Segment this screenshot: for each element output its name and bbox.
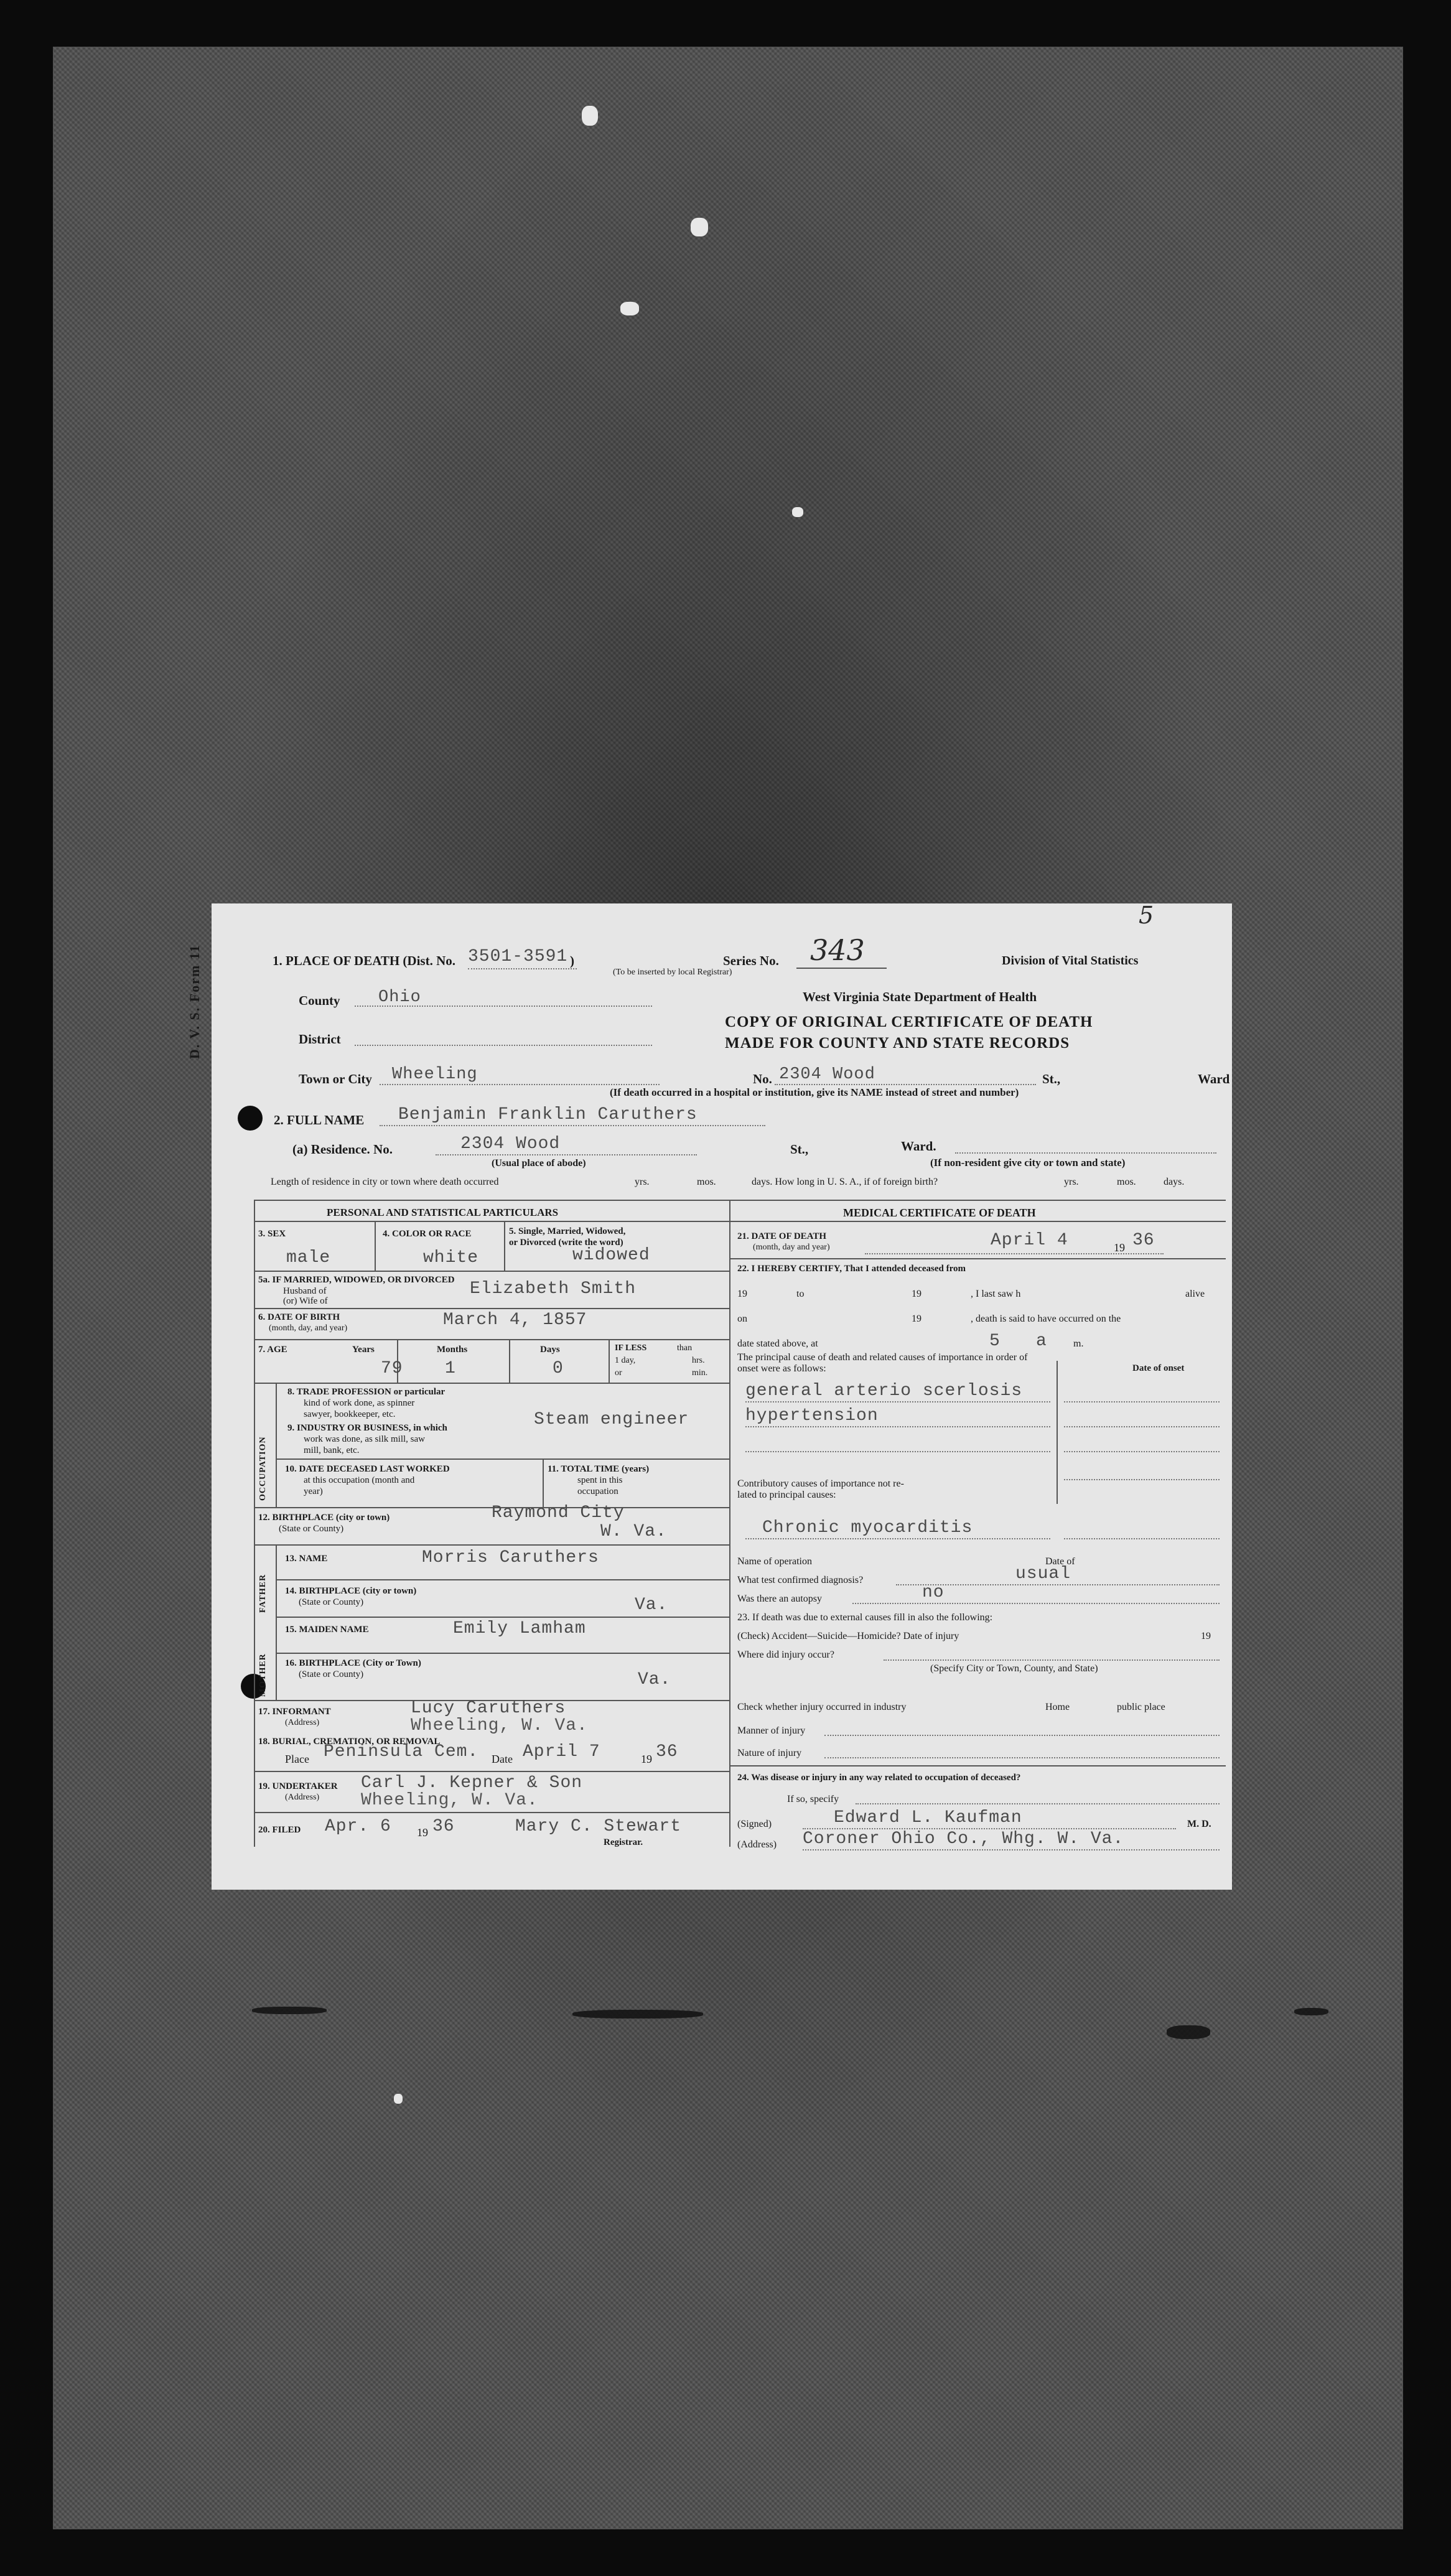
street-label: St.,: [1042, 1071, 1061, 1086]
dob-label-2: (month, day, and year): [269, 1323, 348, 1333]
signer-address-label: (Address): [737, 1839, 777, 1850]
registrar-name: Mary C. Stewart: [515, 1817, 682, 1836]
rule: [276, 1458, 729, 1460]
min-label: min.: [692, 1368, 708, 1378]
cause-2: hypertension: [745, 1406, 879, 1426]
page-number: 5: [1139, 902, 1154, 929]
residence-ward: Ward.: [901, 1139, 936, 1154]
rule: [796, 968, 887, 969]
item1-label: 1. PLACE OF DEATH (Dist. No.: [273, 953, 455, 968]
age-months-value: 1: [445, 1359, 456, 1378]
death-date: April 4: [991, 1231, 1068, 1250]
rule: [745, 1451, 1050, 1452]
filed-date: Apr. 6: [325, 1817, 391, 1836]
rule: [884, 1659, 1220, 1661]
cert-19c: 19: [912, 1314, 921, 1324]
dept-label: West Virginia State Department of Health: [803, 989, 1037, 1004]
cell-divider: [504, 1221, 505, 1271]
age-label: 7. AGE: [258, 1345, 287, 1355]
or-label: or: [615, 1368, 622, 1378]
spouse-label-2: Husband of: [283, 1286, 327, 1296]
filed-label: 20. FILED: [258, 1825, 301, 1835]
mos-label: mos.: [697, 1177, 716, 1187]
county-label: County: [299, 993, 340, 1008]
rule: [824, 1735, 1220, 1736]
series-label: Series No.: [723, 953, 779, 968]
spouse-label-3: (or) Wife of: [283, 1296, 328, 1306]
medical-header: MEDICAL CERTIFICATE OF DEATH: [843, 1206, 1036, 1219]
rule: [436, 1154, 697, 1155]
cell-divider: [1057, 1361, 1058, 1504]
cell-divider: [276, 1383, 277, 1507]
burial-date-label: Date: [492, 1753, 513, 1765]
filed-19: 19: [417, 1826, 428, 1839]
cert-to: to: [796, 1289, 805, 1299]
rule: [745, 1538, 1050, 1539]
undertaker-address: Wheeling, W. Va.: [361, 1791, 538, 1810]
signed-label: (Signed): [737, 1819, 772, 1829]
days-label: Days: [540, 1345, 560, 1355]
form-side-label: D. V. S. Form 11: [187, 944, 202, 1059]
signer-address: Coroner Ohio Co., Whg. W. Va.: [803, 1829, 1124, 1849]
rule: [254, 1271, 729, 1272]
cert-date-stated: date stated above, at: [737, 1338, 818, 1349]
yrs-label: yrs.: [635, 1177, 650, 1187]
occupation-value: Steam engineer: [534, 1410, 689, 1429]
residence-label: (a) Residence. No.: [292, 1142, 393, 1157]
contrib-label-2: lated to principal causes:: [737, 1490, 836, 1500]
test-value: usual: [1015, 1564, 1071, 1584]
film-mark: [1167, 2025, 1210, 2039]
accident-19: 19: [1201, 1631, 1211, 1641]
rule: [896, 1584, 1220, 1585]
undertaker-name: Carl J. Kepner & Son: [361, 1773, 583, 1793]
occupation-side-label: OCCUPATION: [258, 1436, 268, 1501]
rule: [775, 1084, 1036, 1085]
age-days-value: 0: [553, 1359, 564, 1378]
cert-m: m.: [1073, 1338, 1084, 1349]
operation-label: Name of operation: [737, 1556, 812, 1567]
death-year: 36: [1132, 1231, 1155, 1250]
death-date-label: 21. DATE OF DEATH: [737, 1231, 827, 1241]
industry-label-3: mill, bank, etc.: [304, 1445, 360, 1455]
burial-place: Peninsula Cem.: [324, 1742, 479, 1762]
father-name: Morris Caruthers: [422, 1548, 599, 1567]
external-label: 23. If death was due to external causes fill in also the following:: [737, 1612, 993, 1623]
md-label: M. D.: [1187, 1819, 1211, 1829]
occupation-question: 24. Was disease or injury in any way related to occupation of deceased?: [737, 1773, 1021, 1783]
cause-1: general arterio scerlosis: [745, 1381, 1023, 1401]
us-mos-label: mos.: [1117, 1177, 1136, 1187]
filed-year: 36: [432, 1817, 455, 1836]
district-note: (To be inserted by local Registrar): [613, 968, 732, 977]
nature-label: Nature of injury: [737, 1748, 802, 1758]
punch-hole: [238, 1106, 263, 1131]
item2-label: 2. FULL NAME: [274, 1113, 365, 1127]
cert-hour: 5: [989, 1332, 1001, 1351]
series-number: 343: [810, 933, 865, 967]
rule: [254, 1200, 1226, 1201]
personal-header: PERSONAL AND STATISTICAL PARTICULARS: [327, 1206, 559, 1218]
informant-name: Lucy Caruthers: [411, 1699, 566, 1718]
manner-label: Manner of injury: [737, 1725, 806, 1736]
full-name: Benjamin Franklin Caruthers: [398, 1105, 698, 1124]
cause-intro-2: onset were as follows:: [737, 1363, 826, 1374]
months-label: Months: [437, 1345, 468, 1355]
father-name-label: 13. NAME: [285, 1554, 328, 1564]
total-time-label: 11. TOTAL TIME (years): [548, 1464, 650, 1474]
column-divider: [729, 1200, 730, 1847]
informant-label: 17. INFORMANT: [258, 1707, 331, 1717]
mother-name: Emily Lamham: [453, 1619, 586, 1638]
spouse-label: 5a. IF MARRIED, WIDOWED, OR DIVORCED: [258, 1275, 455, 1285]
burial-place-label: Place: [285, 1753, 309, 1765]
birthplace-label: 12. BIRTHPLACE (city or town): [258, 1513, 390, 1523]
mother-name-label: 15. MAIDEN NAME: [285, 1625, 369, 1635]
district-number: 3501-3591: [468, 947, 568, 966]
rule: [1064, 1401, 1220, 1402]
autopsy-label: Was there an autopsy: [737, 1594, 822, 1604]
rule: [355, 1045, 652, 1046]
abode-note: (Usual place of abode): [492, 1158, 586, 1169]
rule: [1064, 1479, 1220, 1480]
spouse-value: Elizabeth Smith: [470, 1279, 637, 1299]
contrib-cause: Chronic myocarditis: [762, 1518, 973, 1538]
registrar-label: Registrar.: [604, 1837, 643, 1847]
cell-divider: [375, 1221, 376, 1271]
street-no-label: No.: [753, 1071, 772, 1086]
rule: [254, 1771, 729, 1772]
trade-label-3: sawyer, bookkeeper, etc.: [304, 1409, 396, 1419]
dust-speck: [620, 302, 639, 315]
column-divider: [254, 1200, 255, 1847]
rule: [745, 1426, 1050, 1427]
cell-divider: [609, 1339, 610, 1383]
industry-label: 9. INDUSTRY OR BUSINESS, in which: [287, 1423, 447, 1433]
birthplace-label-2: (State or County): [279, 1524, 344, 1534]
rule: [254, 1221, 1226, 1222]
division-label: Division of Vital Statistics: [1002, 954, 1139, 968]
undertaker-address-label: (Address): [285, 1793, 320, 1802]
accident-label: (Check) Accident—Suicide—Homicide? Date of injury: [737, 1631, 959, 1641]
sex-label: 3. SEX: [258, 1229, 286, 1239]
certify-label: 22. I HEREBY CERTIFY, That I attended deceased from: [737, 1264, 966, 1274]
district-close: ): [570, 953, 574, 968]
rule: [380, 1084, 660, 1085]
last-worked-label: 10. DATE DECEASED LAST WORKED: [285, 1464, 450, 1474]
rule: [745, 1401, 1050, 1402]
rule: [865, 1253, 1164, 1254]
street-no-value: 2304 Wood: [779, 1065, 875, 1084]
last-worked-label-2: at this occupation (month and: [304, 1475, 415, 1485]
length-residence-label: Length of residence in city or town where death occurred: [271, 1177, 499, 1187]
rule: [729, 1258, 1226, 1259]
residence-value: 2304 Wood: [460, 1134, 561, 1154]
less-label: IF LESS: [615, 1343, 647, 1353]
marital-value: widowed: [572, 1246, 650, 1265]
rule: [276, 1617, 729, 1618]
copy-heading: COPY OF ORIGINAL CERTIFICATE OF DEATH: [725, 1014, 1093, 1030]
nonresident-note: (If non-resident give city or town and state): [930, 1157, 1126, 1169]
made-heading: MADE FOR COUNTY AND STATE RECORDS: [725, 1035, 1070, 1052]
film-mark: [572, 2010, 703, 2018]
dust-speck: [394, 2094, 403, 2104]
operation-date-label: Date of: [1045, 1556, 1075, 1567]
total-time-label-3: occupation: [577, 1486, 618, 1496]
rule: [254, 1383, 729, 1384]
test-label: What test confirmed diagnosis?: [737, 1575, 864, 1585]
film-mark: [1294, 2008, 1328, 2015]
cert-last-saw: , I last saw h: [971, 1289, 1021, 1299]
cert-on: on: [737, 1314, 747, 1324]
county-value: Ohio: [378, 988, 421, 1007]
rule: [254, 1308, 729, 1309]
color-value: white: [423, 1248, 479, 1267]
if-so-label: If so, specify: [787, 1794, 839, 1804]
rule: [1064, 1538, 1220, 1539]
rule: [852, 1603, 1220, 1604]
mother-side-label: MOTHER: [258, 1653, 268, 1697]
trade-label: 8. TRADE PROFESSION or particular: [287, 1387, 446, 1397]
marital-label-2: or Divorced (write the word): [509, 1238, 623, 1248]
us-yrs-label: yrs.: [1064, 1177, 1079, 1187]
contrib-label: Contributory causes of importance not re-: [737, 1478, 904, 1489]
marital-label: 5. Single, Married, Widowed,: [509, 1226, 626, 1236]
burial-date: April 7: [523, 1742, 600, 1762]
last-worked-label-3: year): [304, 1486, 323, 1496]
rule: [276, 1653, 729, 1654]
cell-divider: [276, 1544, 277, 1700]
trade-label-2: kind of work done, as spinner: [304, 1398, 415, 1408]
where-note: (Specify City or Town, County, and State): [930, 1663, 1098, 1674]
rule: [254, 1544, 729, 1546]
hospital-note: (If death occurred in a hospital or institution, give its NAME instead of street and number): [610, 1086, 1019, 1098]
than-label: than: [677, 1343, 693, 1353]
residence-street: St.,: [790, 1142, 809, 1157]
death-certificate: [187, 902, 1232, 1890]
signed-name: Edward L. Kaufman: [834, 1808, 1022, 1827]
death-19: 19: [1114, 1241, 1125, 1254]
burial-label: 18. BURIAL, CREMATION, OR REMOVAL: [258, 1737, 441, 1747]
birthplace-state: W. Va.: [600, 1522, 667, 1541]
rule: [468, 968, 577, 969]
industry-check-label: Check whether injury occurred in industry: [737, 1702, 907, 1712]
father-birthplace: Va.: [635, 1595, 668, 1615]
rule: [254, 1812, 729, 1813]
mother-birthplace-label-2: (State or County): [299, 1669, 364, 1679]
father-birthplace-label: 14. BIRTHPLACE (city or town): [285, 1586, 417, 1596]
town-label: Town or City: [299, 1071, 372, 1086]
dob-label: 6. DATE OF BIRTH: [258, 1312, 340, 1322]
one-day-label: 1 day,: [615, 1356, 636, 1365]
dust-speck: [582, 106, 598, 126]
rule: [1064, 1451, 1220, 1452]
where-injury-label: Where did injury occur?: [737, 1650, 834, 1660]
mother-birthplace: Va.: [638, 1670, 671, 1689]
informant-address-label: (Address): [285, 1718, 320, 1727]
industry-label-2: work was done, as silk mill, saw: [304, 1434, 425, 1444]
date-onset-label: Date of onset: [1132, 1363, 1185, 1373]
rule: [1064, 1426, 1220, 1427]
autopsy-value: no: [922, 1583, 945, 1602]
cert-19b: 19: [912, 1289, 921, 1299]
dust-speck: [691, 218, 708, 236]
burial-19: 19: [641, 1753, 652, 1765]
sex-value: male: [286, 1248, 331, 1267]
town-value: Wheeling: [392, 1065, 478, 1084]
dob-value: March 4, 1857: [443, 1310, 587, 1330]
cert-19a: 19: [737, 1289, 747, 1299]
district-label: District: [299, 1032, 341, 1047]
rule: [276, 1579, 729, 1580]
age-years-value: 79: [381, 1359, 403, 1378]
rule: [856, 1803, 1220, 1804]
rule: [380, 1125, 765, 1126]
birthplace-city: Raymond City: [492, 1503, 625, 1523]
film-mark: [252, 2007, 327, 2014]
informant-address: Wheeling, W. Va.: [411, 1716, 588, 1735]
cell-divider: [509, 1339, 510, 1383]
cell-divider: [543, 1458, 544, 1507]
mother-birthplace-label: 16. BIRTHPLACE (City or Town): [285, 1658, 421, 1668]
cert-ampm: a: [1036, 1332, 1047, 1351]
dust-speck: [792, 507, 803, 517]
rule: [355, 1006, 652, 1007]
public-place-label: public place: [1117, 1702, 1165, 1712]
total-time-label-2: spent in this: [577, 1475, 623, 1485]
cause-intro: The principal cause of death and related causes of importance in order of: [737, 1352, 1028, 1363]
years-label: Years: [352, 1345, 375, 1355]
cert-alive: alive: [1185, 1289, 1205, 1299]
hrs-label: hrs.: [692, 1356, 705, 1365]
father-side-label: FATHER: [258, 1574, 268, 1613]
how-long-label: days. How long in U. S. A., if of foreign birth?: [752, 1177, 938, 1187]
rule: [824, 1757, 1220, 1758]
father-birthplace-label-2: (State or County): [299, 1597, 364, 1607]
rule: [955, 1152, 1216, 1154]
cert-death-said: , death is said to have occurred on the: [971, 1314, 1121, 1324]
us-days-label: days.: [1164, 1177, 1185, 1187]
rule: [254, 1339, 729, 1340]
rule: [803, 1849, 1220, 1850]
burial-year: 36: [656, 1742, 678, 1762]
undertaker-label: 19. UNDERTAKER: [258, 1781, 338, 1791]
rule: [729, 1765, 1226, 1766]
home-label: Home: [1045, 1702, 1070, 1712]
ward-label: Ward: [1198, 1071, 1230, 1086]
color-label: 4. COLOR OR RACE: [383, 1229, 472, 1239]
death-date-label-2: (month, day and year): [753, 1243, 830, 1252]
